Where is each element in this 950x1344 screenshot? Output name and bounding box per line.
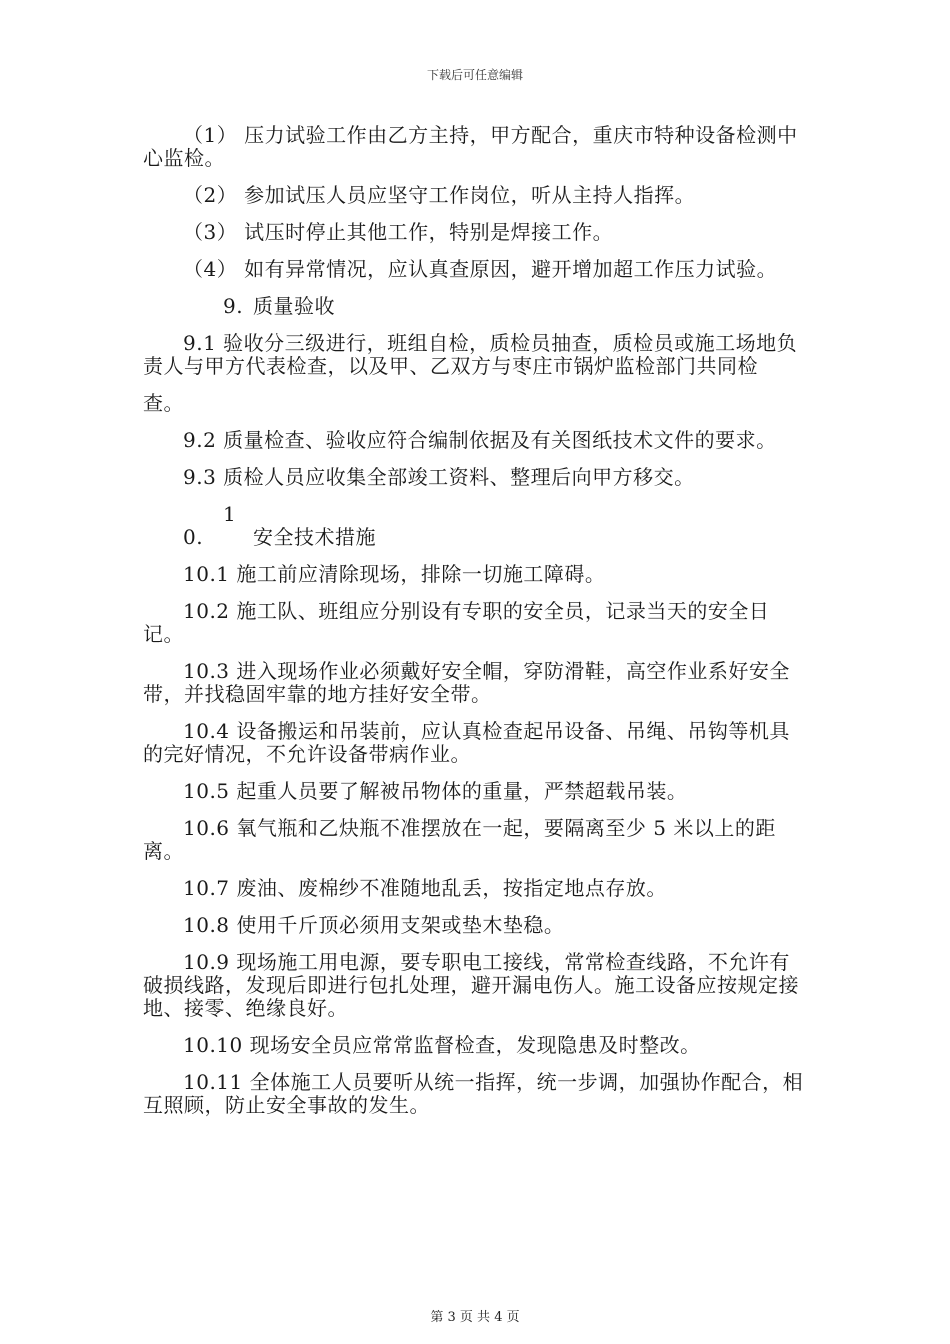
paragraph-10-3: 10.3 进入现场作业必须戴好安全帽，穿防滑鞋，高空作业系好安全带，并找稳固牢靠的地方挂好安全带。 bbox=[143, 659, 790, 706]
paragraph-2: （2） 参加试压人员应坚守工作岗位，听从主持人指挥。 bbox=[183, 183, 696, 207]
paragraph-10-10: 10.10 现场安全员应常常监督检查，发现隐患及时整改。 bbox=[183, 1033, 701, 1057]
section-heading-10 bbox=[143, 503, 809, 549]
section-number: 10. bbox=[183, 502, 237, 549]
paragraph-10-1: 10.1 施工前应清除现场，排除一切施工障碍。 bbox=[183, 562, 606, 586]
page-header: 下载后可任意编辑 bbox=[426, 68, 523, 82]
document-body bbox=[143, 124, 809, 1131]
paragraph-9-3: 9.3 质检人员应收集全部竣工资料、整理后向甲方移交。 bbox=[183, 465, 695, 489]
paragraph-3: （3） 试压时停止其他工作，特别是焊接工作。 bbox=[183, 220, 614, 244]
section-heading-9 bbox=[143, 295, 809, 318]
section-title: 质量验收 bbox=[253, 294, 335, 318]
paragraph-10-7: 10.7 废油、废棉纱不准随地乱丢，按指定地点存放。 bbox=[183, 876, 667, 900]
page-footer: 第 3 页 共 4 页 bbox=[430, 1310, 520, 1325]
paragraph-1: （1） 压力试验工作由乙方主持，甲方配合，重庆市特种设备检测中心监检。 bbox=[143, 123, 798, 170]
paragraph-9-1: 9.1 验收分三级进行，班组自检，质检员抽查，质检员或施工场地负责人与甲方代表检查，以及甲、乙双方与枣庄市锅炉监检部门共同检 bbox=[143, 331, 798, 378]
paragraph-10-5: 10.5 起重人员要了解被吊物体的重量，严禁超载吊装。 bbox=[183, 779, 688, 803]
paragraph-10-9: 10.9 现场施工用电源，要专职电工接线，常常检查线路，不允许有破损线路，发现后即进行包扎处理，避开漏电伤人。施工设备应按规定接地、接零、绝缘良好。 bbox=[143, 950, 799, 1020]
paragraph-9-1-continued: 查。 bbox=[143, 391, 184, 415]
paragraph-9-2: 9.2 质量检查、验收应符合编制依据及有关图纸技术文件的要求。 bbox=[183, 428, 777, 452]
paragraph-4: （4） 如有异常情况，应认真查原因，避开增加超工作压力试验。 bbox=[183, 257, 778, 281]
section-title: 安全技术措施 bbox=[253, 525, 376, 549]
paragraph-10-4: 10.4 设备搬运和吊装前，应认真检查起吊设备、吊绳、吊钩等机具的完好情况，不允许设备带病作业。 bbox=[143, 719, 790, 766]
paragraph-10-8: 10.8 使用千斤顶必须用支架或垫木垫稳。 bbox=[183, 913, 565, 937]
paragraph-10-11: 10.11 全体施工人员要听从统一指挥，统一步调，加强协作配合，相互照顾，防止安全事故的发生。 bbox=[143, 1070, 804, 1117]
paragraph-10-2: 10.2 施工队、班组应分别设有专职的安全员，记录当天的安全日记。 bbox=[143, 599, 770, 646]
section-number: 9. bbox=[223, 294, 244, 318]
paragraph-10-6: 10.6 氧气瓶和乙炔瓶不准摆放在一起，要隔离至少 5 米以上的距离。 bbox=[143, 816, 776, 863]
